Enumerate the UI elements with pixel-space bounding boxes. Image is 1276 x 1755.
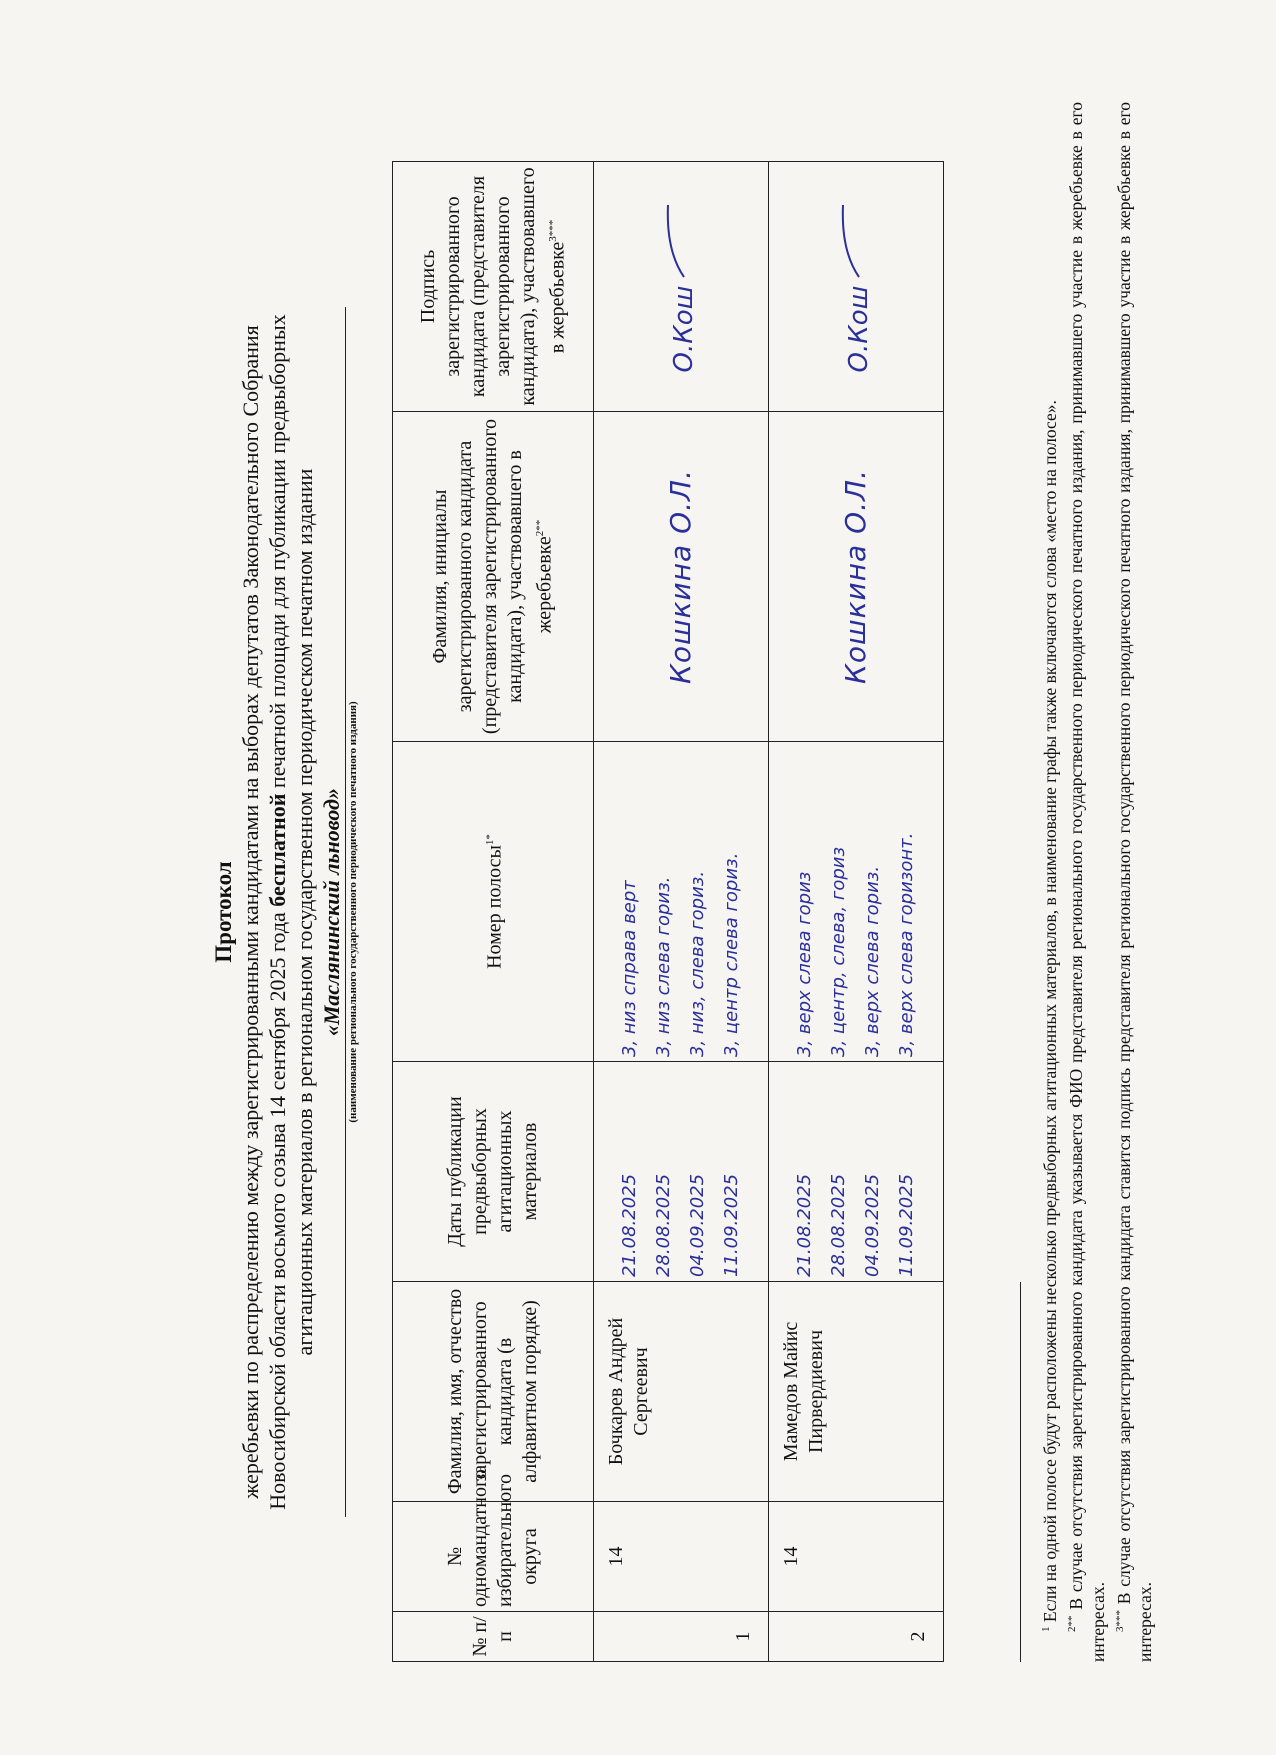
band-cell — [594, 742, 769, 1062]
date-entry: 04.09.2025 — [862, 1173, 883, 1277]
header-band — [393, 742, 594, 1062]
draw-results-table — [392, 161, 944, 1662]
band-entry: 3, верх слева горизонт. — [896, 832, 917, 1057]
footnote-1-text: Если на одной полосе будут расположены несколько предвыборных агитационных материалов, в наименование графы также включаются слова «место на полосе». — [1039, 400, 1060, 1623]
date-entry: 28.08.2025 — [653, 1173, 674, 1277]
signature-cell — [769, 162, 944, 412]
candidate-name: Мамедов Майис Пирвердиевич — [769, 1282, 944, 1502]
newspaper-caption: (наименование регионального государственного периодического печатного издания) — [347, 701, 359, 1123]
header-line-1: жеребьевки по распределению между зарегистрированными кандидатами на выборах депутатов Законодательного Собрания — [238, 325, 263, 1499]
table-row — [769, 162, 944, 1662]
publication-dates-cell — [594, 1062, 769, 1282]
footnote-3-text: В случае отсутствия зарегистрированного кандидата ставится подпись представителя регионального государственного периодического печатного издания, принимавшего участие в жеребьевке в его интересах. — [1113, 102, 1156, 1662]
header-line-2-bold: бесплатной — [265, 793, 290, 907]
header-line-3: агитационных материалов в региональном государственном периодическом печатном издании — [292, 468, 317, 1356]
header-participant — [393, 412, 594, 742]
publication-dates-cell — [769, 1062, 944, 1282]
protocol-page — [20, 62, 1220, 1742]
header-row-number: № п/п — [393, 1612, 594, 1662]
district-number: 14 — [594, 1502, 769, 1612]
footnote-1 — [1035, 102, 1061, 1662]
band-entry: 3, низ справа верт — [619, 880, 640, 1057]
newspaper-name: «Маслянинский льновод» — [319, 788, 344, 1036]
header-participant-text: Фамилия, инициалы зарегистрированного кандидата (представителя зарегистрированного кандидата), участвовавшего в жеребьевке — [429, 418, 556, 735]
band-entry: 3, верх слева гориз. — [862, 865, 883, 1057]
signature: О.Кош — [668, 285, 699, 373]
date-entry: 28.08.2025 — [828, 1173, 849, 1277]
footnote-2-mark: 2** — [1065, 1615, 1078, 1632]
header-line-2 — [264, 132, 291, 1692]
header-district: № одномандатного избирательного округа — [393, 1502, 594, 1612]
district-number: 14 — [769, 1502, 944, 1612]
header-line-2-post: печатной площади для публикации предвыборных — [265, 314, 290, 789]
table-row — [594, 162, 769, 1662]
footnote-1-mark: 1 — [1040, 1626, 1052, 1632]
handwritten-dates — [788, 1066, 924, 1277]
band-entry: 3, низ слева гориз. — [653, 876, 674, 1057]
footnote-2-text: В случае отсутствия зарегистрированного кандидата указывается ФИО представителя регионального государственного периодического печатного издания, принимавшего участие в жеребьевке в его интересах. — [1065, 102, 1108, 1662]
signature-flourish — [837, 201, 867, 281]
document-title: Протокол — [211, 861, 236, 963]
date-entry: 11.09.2025 — [721, 1173, 742, 1277]
header-dates: Даты публикации предвыборных агитационных материалов — [393, 1062, 594, 1282]
participant-name: Кошкина О.Л. — [839, 469, 872, 684]
participant-cell — [594, 412, 769, 742]
row-number: 1 — [594, 1612, 769, 1662]
handwritten-bands — [613, 746, 749, 1057]
row-number: 2 — [769, 1612, 944, 1662]
document-header — [210, 132, 360, 1692]
signature-flourish — [662, 201, 692, 281]
footnote-separator — [1020, 1282, 1021, 1662]
band-entry: 3, верх слева гориз — [794, 871, 815, 1057]
footnote-2 — [1061, 102, 1109, 1662]
header-participant-sup: 2** — [534, 519, 547, 537]
participant-cell — [769, 412, 944, 742]
signature-cell — [594, 162, 769, 412]
header-signature-sup: 3*** — [546, 219, 559, 242]
band-cell — [769, 742, 944, 1062]
header-signature — [393, 162, 594, 412]
date-entry: 04.09.2025 — [687, 1173, 708, 1277]
band-entry: 3, центр слева гориз. — [721, 852, 742, 1057]
footnotes — [1035, 102, 1156, 1662]
header-band-text: Номер полосы — [483, 845, 506, 969]
band-entry: 3, низ, слева гориз. — [687, 870, 708, 1057]
header-candidate: Фамилия, имя, отчество зарегистрированного кандидата (в алфавитном порядке) — [393, 1282, 594, 1502]
signature: О.Кош — [843, 285, 874, 373]
footnote-3-mark: 3*** — [1113, 1610, 1126, 1632]
date-entry: 11.09.2025 — [896, 1173, 917, 1277]
footnote-3 — [1109, 102, 1157, 1662]
header-line-2-pre: Новосибирской области восьмого созыва 14 сентября 2025 года — [265, 912, 290, 1510]
participant-name: Кошкина О.Л. — [664, 469, 697, 684]
handwritten-bands — [788, 746, 924, 1057]
header-band-sup: 1* — [484, 834, 497, 846]
handwritten-dates — [613, 1066, 749, 1277]
header-signature-text: Подпись зарегистрированного кандидата (представителя зарегистрированного кандидата), участвовавшего в жеребьевке — [416, 167, 569, 406]
candidate-name: Бочкарев Андрей Сергеевич — [594, 1282, 769, 1502]
date-entry: 21.08.2025 — [794, 1173, 815, 1277]
band-entry: 3, центр, слева, гориз — [828, 846, 849, 1057]
table-header-row — [393, 162, 594, 1662]
date-entry: 21.08.2025 — [619, 1173, 640, 1277]
